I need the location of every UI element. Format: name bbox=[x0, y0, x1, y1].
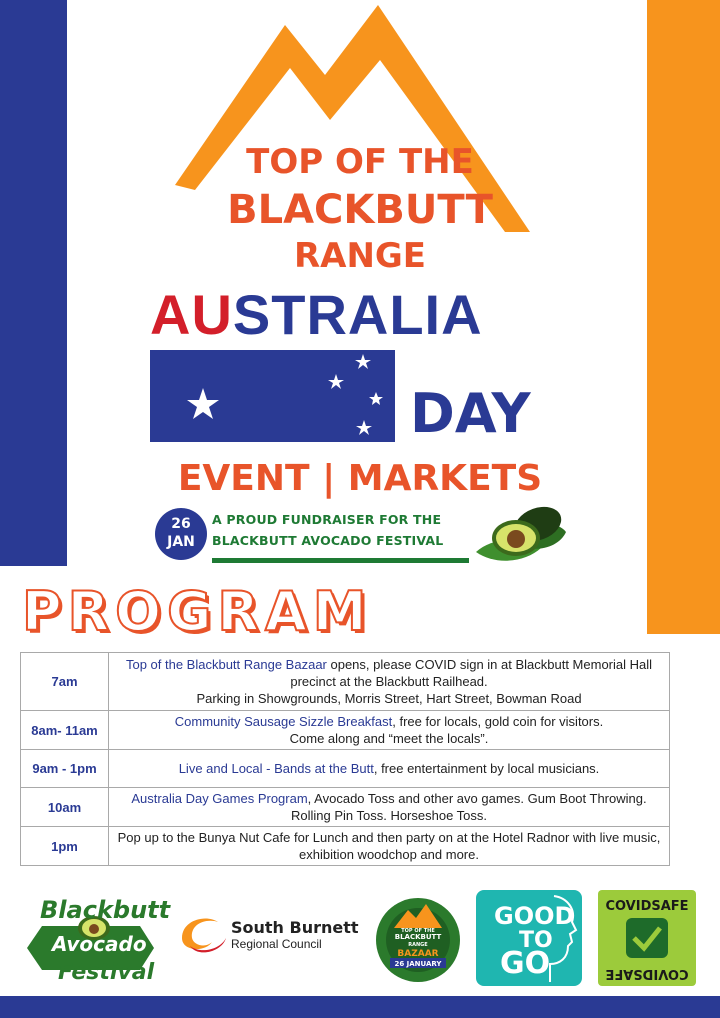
program-description bbox=[109, 750, 670, 788]
fundraiser-line-1: A PROUD FUNDRAISER FOR THE bbox=[212, 512, 442, 527]
program-time: 1pm bbox=[21, 827, 109, 866]
avocado-icon bbox=[466, 500, 570, 570]
program-item-text: , Avocado Toss and other avo games. Gum Boot Throwing. bbox=[307, 791, 647, 806]
covid-safe-bottom: COVIDSAFE bbox=[605, 966, 689, 981]
avocado-festival-line-1: Blackbutt bbox=[40, 896, 171, 924]
day-heading: DAY bbox=[410, 382, 531, 445]
program-item-extra: Parking in Showgrounds, Morris Street, Hart Street, Bowman Road bbox=[196, 691, 582, 706]
program-time: 8am- 11am bbox=[21, 711, 109, 750]
program-item-title: Community Sausage Sizzle Breakfast bbox=[174, 714, 393, 729]
program-time: 7am bbox=[21, 653, 109, 711]
program-item-text: , free for locals, gold coin for visitors. bbox=[392, 714, 604, 729]
program-row bbox=[21, 750, 670, 788]
avocado-festival-line-3: Festival bbox=[58, 960, 155, 985]
program-time: 10am bbox=[21, 788, 109, 827]
program-item-extra: Rolling Pin Toss. Horseshoe Toss. bbox=[290, 808, 488, 823]
bazaar-date: 26 JANUARY bbox=[394, 960, 442, 968]
title-line-1: TOP OF THE bbox=[246, 142, 474, 182]
program-item-title: Top of the Blackbutt Range Bazaar bbox=[125, 657, 327, 672]
program-item-text: , free entertainment by local musicians. bbox=[373, 761, 600, 776]
bazaar-line-2: BLACKBUTT bbox=[394, 933, 442, 941]
program-row bbox=[21, 788, 670, 827]
australia-heading bbox=[150, 282, 570, 347]
program-row bbox=[21, 711, 670, 750]
program-description bbox=[109, 711, 670, 750]
program-table bbox=[20, 652, 670, 866]
fundraiser-banner bbox=[212, 512, 482, 560]
program-item-text: Pop up to the Bunya Nut Cafe for Lunch and then party on at the Hotel Radnor with live music, exhibition woodchop and more. bbox=[117, 830, 661, 862]
bazaar-line-1: TOP OF THE bbox=[401, 928, 435, 934]
covid-safe-top: COVIDSAFE bbox=[605, 899, 689, 914]
good-to-go-line-1: GOOD bbox=[494, 902, 575, 930]
bazaar-logo bbox=[372, 884, 464, 986]
south-burnett-sub: Regional Council bbox=[231, 937, 322, 951]
australia-suffix: STRALIA bbox=[232, 283, 483, 346]
program-description bbox=[109, 827, 670, 866]
program-item-title: Australia Day Games Program bbox=[131, 791, 308, 806]
southern-cross-icon bbox=[150, 350, 395, 442]
program-item-title: Live and Local - Bands at the Butt bbox=[178, 761, 374, 776]
south-burnett-swirl-icon bbox=[176, 912, 230, 956]
title-line-2: BLACKBUTT bbox=[227, 187, 493, 233]
date-month: JAN bbox=[167, 534, 195, 550]
program-row bbox=[21, 827, 670, 866]
avocado-festival-line-2: Avocado bbox=[52, 932, 147, 956]
date-day: 26 bbox=[171, 516, 191, 532]
event-markets-heading: EVENT | MARKETS bbox=[177, 458, 543, 499]
date-badge bbox=[155, 508, 207, 560]
bazaar-line-4: BAZAAR bbox=[397, 949, 439, 959]
good-to-go-line-2: TO bbox=[519, 928, 553, 953]
australia-prefix: AU bbox=[150, 283, 233, 346]
fundraiser-underline bbox=[212, 558, 469, 563]
good-to-go-line-3: GO bbox=[500, 946, 551, 981]
bazaar-line-3: RANGE bbox=[408, 942, 428, 948]
program-item-extra: Come along and “meet the locals”. bbox=[289, 731, 489, 746]
program-time: 9am - 1pm bbox=[21, 750, 109, 788]
australian-flag bbox=[150, 350, 395, 442]
program-description bbox=[109, 653, 670, 711]
program-item-text: opens, please COVID sign in at Blackbutt Memorial Hall precinct at the Blackbutt Railhead. bbox=[290, 657, 653, 689]
title-line-3: RANGE bbox=[293, 236, 427, 276]
right-orange-band bbox=[647, 0, 720, 634]
fundraiser-line-2: BLACKBUTT AVOCADO FESTIVAL bbox=[212, 533, 444, 548]
program-description bbox=[109, 788, 670, 827]
south-burnett-name: South Burnett bbox=[231, 918, 359, 937]
covid-safe-emblem-icon bbox=[598, 890, 696, 986]
program-heading: PROGRAM bbox=[22, 580, 373, 643]
program-row bbox=[21, 653, 670, 711]
bottom-blue-band bbox=[0, 996, 720, 1018]
